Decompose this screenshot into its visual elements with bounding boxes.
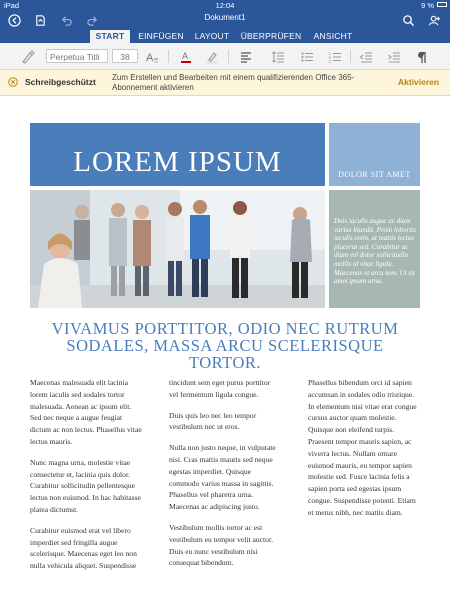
svg-text:A: A	[146, 51, 154, 64]
paragraph: Vestibulum mollis tortor ac est vestibulum eu tempor velit auctor. Duis eu nunc vestibulum nisi consequat bibendum.	[169, 522, 273, 568]
paragraph: Nunc magna urna, molestie vitae consectetur et, lacinia quis dolor. Curabitur sollicitudin pellentesque lectus non euismod. In hac habitasse platea dictumst.	[30, 457, 141, 514]
pull-quote: Duis iaculis augue ac diam varius blandit. Proin lobortis iaculis enim, ut mattis lectus placerat sed. Curabitur ac diam vel dolor sollicitudin mollis id vitae ligula. Maecenas et arcu sem. Ut sit amet ipsum urna.	[334, 217, 416, 286]
paragraph-marks-icon[interactable]	[414, 49, 430, 64]
tab-layout[interactable]: LAYOUT	[194, 31, 230, 41]
line-spacing-icon[interactable]	[270, 49, 286, 64]
svg-text:3: 3	[328, 58, 332, 64]
tab-start[interactable]: START	[90, 30, 130, 43]
tab-ueberpruefen[interactable]: ÜBERPRÜFEN	[240, 31, 302, 41]
status-bar	[0, 0, 450, 10]
ribbon-divider	[168, 50, 169, 63]
document-page[interactable]	[0, 96, 450, 600]
text-column-1	[30, 377, 142, 581]
decrease-indent-icon[interactable]	[358, 49, 374, 64]
ribbon-toolbar	[0, 43, 450, 70]
align-left-icon[interactable]	[238, 49, 254, 64]
title-bar	[0, 10, 450, 30]
hero-side-text: DOLOR SIT AMET	[338, 170, 411, 179]
document-title: Dokument1	[204, 13, 246, 22]
ribbon-tabs	[0, 30, 450, 43]
battery-icon	[437, 2, 447, 7]
paragraph: Phasellus bibendum orci id sapien accumsan in sodales odio tristique. In elementum nisi vitae erat congue cursus auctor quam molestie. Quisque non eleifend turpis. Praesent tempor mauris sapien, ac viverra lectus. Nullam ornare euismod mauris, eu tempor sapien molestie sed. Fusce lacinia felis a sapien porta sed egestas ipsum congue. Suspendisse potenti. Etiam et metus nibh, nec mattis diam.	[308, 378, 417, 517]
office-photo	[30, 190, 325, 308]
search-icon[interactable]	[400, 12, 416, 28]
people-illustration	[30, 190, 325, 308]
highlight-icon[interactable]	[204, 49, 220, 64]
font-name-field[interactable]: Perpetua Titli	[46, 49, 108, 63]
increase-indent-icon[interactable]	[386, 49, 402, 64]
tab-einfuegen[interactable]: EINFÜGEN	[138, 31, 184, 41]
paragraph: Curabitur euismod erat vel libero imperdiet sed fringilla augue scelerisque. Maecenas eget leo non nulla vehicula aliquet. Suspendisse	[30, 525, 137, 571]
ribbon-divider	[228, 50, 229, 63]
paragraph: tincidunt sem eget purus porttitor vel fermentum ligula congue.	[169, 378, 271, 399]
text-column-3	[308, 377, 420, 528]
battery-label: 9 %	[421, 1, 434, 10]
clock: 12:04	[215, 1, 235, 10]
add-user-icon[interactable]	[426, 12, 442, 28]
format-painter-icon[interactable]	[20, 49, 36, 64]
carrier-label: iPad	[4, 1, 20, 10]
bullet-list-icon[interactable]	[299, 49, 315, 64]
article-headline: VIVAMUS PORTTITOR, ODIO NEC RUTRUM SODALES, MASSA ARCU SCELERISQUE TORTOR.	[51, 319, 399, 372]
font-style-icon[interactable]	[144, 49, 160, 64]
read-only-title: Schreibgeschützt	[25, 77, 96, 87]
numbered-list-icon[interactable]	[327, 49, 343, 64]
font-color-icon[interactable]	[178, 49, 194, 64]
hero-title: LOREM IPSUM	[73, 146, 282, 178]
svg-text:1: 1	[328, 50, 332, 56]
activation-message: Zum Erstellen und Bearbeiten mit einem qualifizierenden Office 365-Abonnement aktivieren	[112, 73, 355, 92]
paragraph: Nulla non justo neque, in vulputate nisi. Cras mattis mauris sed neque egestas imperdiet. Quisque commodo varius massa in sagittis. Phasellus vel pharetra urna. Maecenas ac adipiscing justo.	[169, 443, 276, 512]
text-column-2	[169, 377, 281, 578]
tab-ansicht[interactable]: ANSICHT	[313, 31, 353, 41]
paragraph: Maecenas malesuada elit lacinia lorem iaculis sed sodales tortor malesuada. Aenean ac ipsum elit. Sed nec neque a augue feugiat dictum ac non lectus. Phasellus vitae lectus mauris.	[30, 378, 142, 446]
svg-text:A: A	[182, 50, 189, 61]
svg-text:2: 2	[328, 54, 332, 60]
read-only-bar	[0, 70, 450, 96]
paragraph: Duis quis leo nec leo tempor vestibulum nec ut eros.	[169, 410, 257, 432]
close-icon[interactable]	[8, 77, 18, 87]
ribbon-divider	[350, 50, 351, 63]
font-size-field[interactable]: 38	[112, 49, 138, 63]
activate-button[interactable]: Aktivieren	[398, 77, 440, 87]
